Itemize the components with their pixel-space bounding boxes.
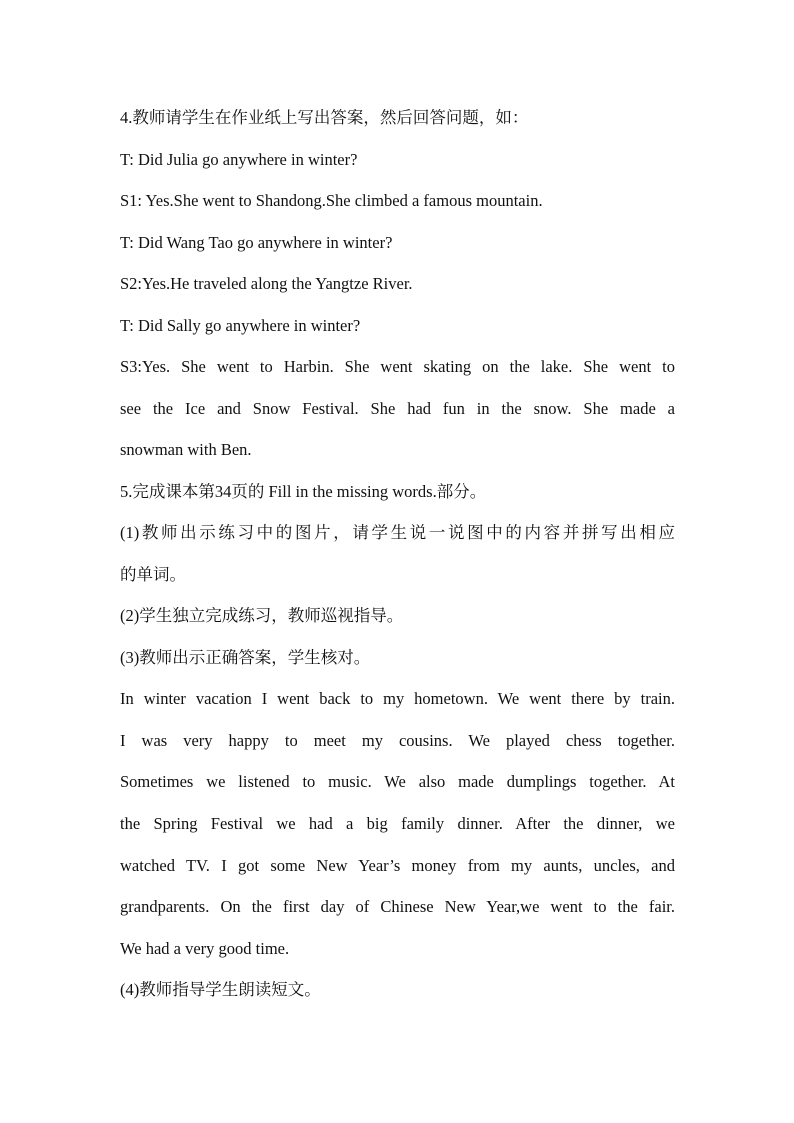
dialogue-line-t1: T: Did Julia go anywhere in winter?: [120, 150, 358, 169]
substep-2: (2)学生独立完成练习，教师巡视指导。: [120, 606, 404, 625]
passage-line-4: the Spring Festival we had a big family dinner. After the dinner, we: [120, 814, 675, 833]
dialogue-line-s1: S1: Yes.She went to Shandong.She climbed a famous mountain.: [120, 191, 543, 210]
dialogue-line-s3-part3: snowman with Ben.: [120, 440, 252, 459]
dialogue-line-s2: S2:Yes.He traveled along the Yangtze River.: [120, 274, 413, 293]
passage-line-7: We had a very good time.: [120, 939, 290, 958]
passage-line-5: watched TV. I got some New Year’s money from my aunts, uncles, and: [120, 856, 675, 875]
substep-1-part1: (1)教师出示练习中的图片，请学生说一说图中的内容并拼写出相应: [120, 523, 675, 542]
dialogue-line-s3-part1: S3:Yes. She went to Harbin. She went skating on the lake. She went to: [120, 357, 675, 376]
step-4-instruction: 4.教师请学生在作业纸上写出答案，然后回答问题，如：: [120, 108, 529, 127]
substep-4: (4)教师指导学生朗读短文。: [120, 980, 321, 999]
dialogue-line-t3: T: Did Sally go anywhere in winter?: [120, 316, 361, 335]
passage-line-6: grandparents. On the first day of Chinese New Year,we went to the fair.: [120, 897, 675, 916]
dialogue-line-s3-part2: see the Ice and Snow Festival. She had fun in the snow. She made a: [120, 399, 675, 418]
substep-1-part2: 的单词。: [120, 565, 186, 584]
passage-line-1: In winter vacation I went back to my hometown. We went there by train.: [120, 689, 675, 708]
step-5-instruction: 5.完成课本第34页的 Fill in the missing words.部分。: [120, 482, 487, 501]
dialogue-line-t2: T: Did Wang Tao go anywhere in winter?: [120, 233, 393, 252]
passage-line-2: I was very happy to meet my cousins. We played chess together.: [120, 731, 675, 750]
substep-3: (3)教师出示正确答案，学生核对。: [120, 648, 371, 667]
passage-line-3: Sometimes we listened to music. We also made dumplings together. At: [120, 772, 675, 791]
